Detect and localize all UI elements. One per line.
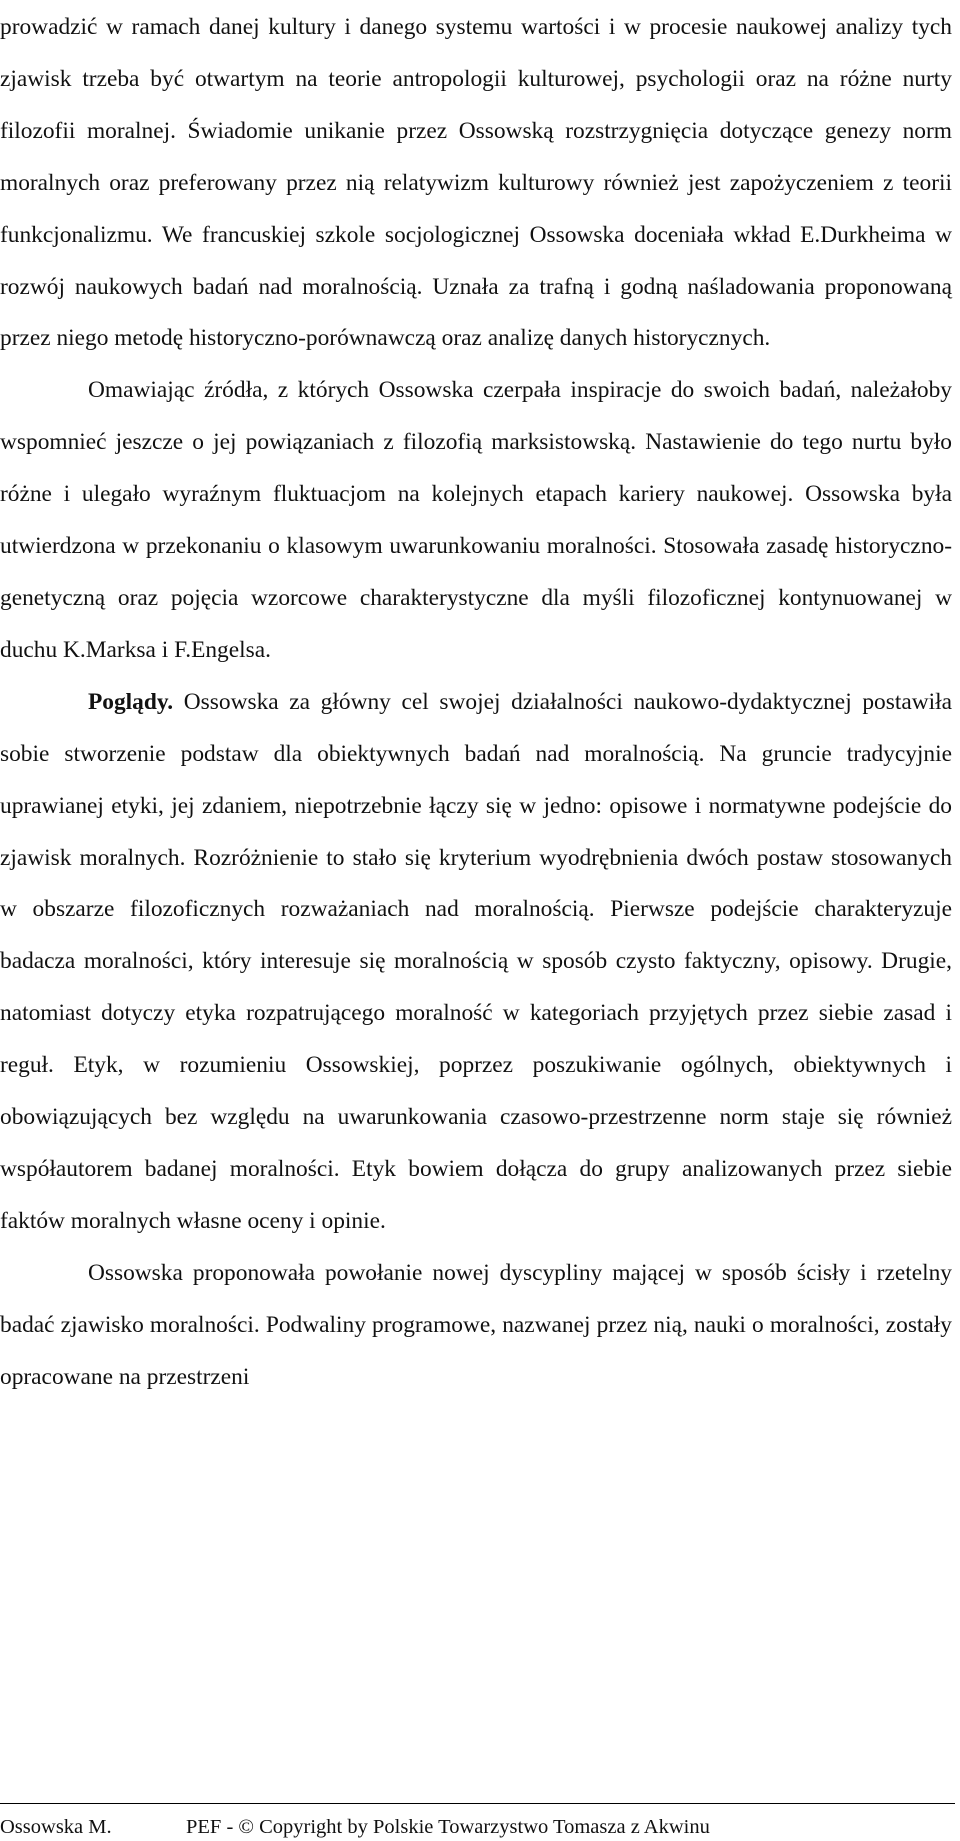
section-lead-heading: Poglądy. [88, 688, 174, 715]
footer-author: Ossowska M. [0, 1816, 112, 1838]
paragraph-text: Omawiając źródła, z których Ossowska czerpała inspiracje do swoich badań, należałoby wspomnieć jeszcze o jej powiązaniach z filozofią marksistowską. Nastawienie do tego nurtu było różne i ulegało wyraźnym fluktuacjom na kolejnych etapach kariery naukowej. Ossowska była utwierdzona w przekonaniu o klasowym uwarunkowaniu moralności. Stosowała zasadę historyczno-genetyczną oraz pojęcia wzorcowe charakterystyczne dla myśli filozoficznej kontynuowanej w duchu K.Marksa i F.Engelsa. [0, 377, 952, 663]
paragraph-continuation [0, 2, 952, 365]
paragraph-text: Ossowska proponowała powołanie nowej dyscypliny mającej w sposób ścisły i rzetelny badać zjawisko moralności. Podwaliny programowe, nazwanej przez nią, nauki o moralności, zostały opracowane na przestrzeni [0, 1259, 952, 1390]
paragraph-views [0, 677, 952, 1248]
paragraph-new-discipline [0, 1248, 952, 1404]
paragraph-text: prowadzić w ramach danej kultury i danego systemu wartości i w procesie naukowej analizy tych zjawisk trzeba być otwartym na teorie antropologii kulturowej, psychologii oraz na różne nurty filozofii moralnej. Świadomie unikanie przez Ossowską rozstrzygnięcia dotyczące genezy norm moralnych oraz preferowany przez nią relatywizm kulturowy również jest zapożyczeniem z teorii funkcjonalizmu. We francuskiej szkole socjologicznej Ossowska doceniała wkład E.Durkheima w rozwój naukowych badań nad moralnością. Uznała za trafną i godną naśladowania proponowaną przez niego metodę historyczno-porównawczą oraz analizę danych historycznych. [0, 14, 952, 352]
footer-copyright: PEF - © Copyright by Polskie Towarzystwo Tomasza z Akwinu [186, 1816, 710, 1838]
paragraph-sources-marxism [0, 365, 952, 676]
page-footer [0, 1803, 955, 1838]
paragraph-text: Ossowska za główny cel swojej działalności naukowo-dydaktycznej postawiła sobie stworzenie podstaw dla obiektywnych badań nad moralnością. Na gruncie tradycyjnie uprawianej etyki, jej zdaniem, niepotrzebnie łączy się w jedno: opisowe i normatywne podejście do zjawisk moralnych. Rozróżnienie to stało się kryterium wyodrębnienia dwóch postaw stosowanych w obszarze filozoficznych rozważaniach nad moralnością. Pierwsze podejście charakteryzuje badacza moralności, który interesuje się moralnością w sposób czysto faktyczny, opisowy. Drugie, natomiast dotyczy etyka rozpatrującego moralność w kategoriach przyjętych przez siebie zasad i reguł. Etyk, w rozumieniu Ossowskiej, poprzez poszukiwanie ogólnych, obiektywnych i obowiązujących bez względu na uwarunkowania czasowo-przestrzenne norm staje się również współautorem badanej moralności. Etyk bowiem dołącza do grupy analizowanych przez siebie faktów moralnych własne oceny i opinie. [0, 688, 952, 1234]
